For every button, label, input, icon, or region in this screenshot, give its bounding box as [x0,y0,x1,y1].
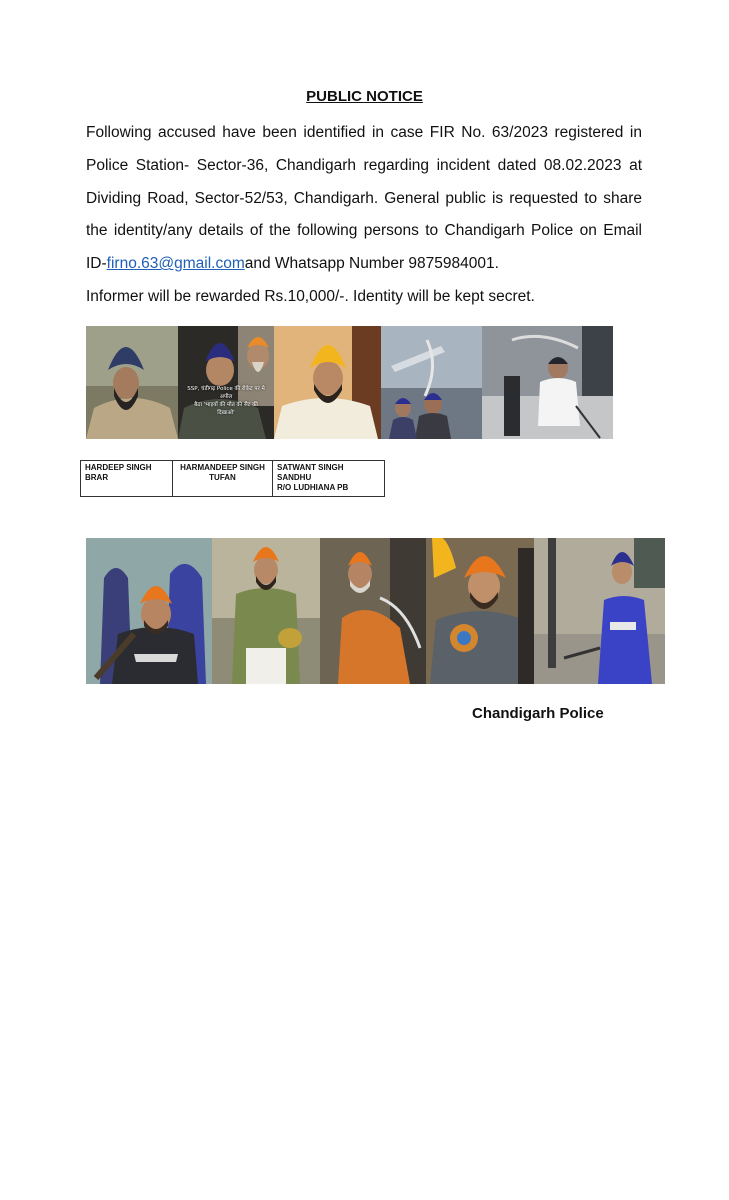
notice-text-part2: and Whatsapp Number 9875984001. [244,255,499,273]
accused-photo-2 [178,326,274,439]
accused-names-table [80,460,385,497]
accused-photo-7 [212,538,320,684]
notice-title: PUBLIC NOTICE [306,88,423,105]
accused-name-3-line1: SATWANT SINGH [277,463,344,472]
accused-name-2-line2: TUFAN [209,473,236,482]
accused-name-1-line1: HARDEEP SINGH [85,463,152,472]
accused-photo-6 [86,538,212,684]
photo-caption [186,385,266,417]
photo-caption-line2: बैठा 'भाइयों की मौत की सैट की दिखाओ' [194,402,258,416]
accused-photo-8 [320,538,426,684]
notice-text-part1: Following accused have been identified in case FIR No. 63/2023 registered in Police Station- Sector-36, Chandigarh regarding incident dated 08.02.2023 at Dividing Road, Sector-52/53, Chandigarh. General public is requested to share the identity/any details of the following persons to Chandigarh Police on Email ID- [86,124,642,273]
accused-photo-10 [534,538,665,684]
accused-name-3 [273,461,384,496]
accused-photo-strip-2 [86,538,665,684]
signature: Chandigarh Police [472,705,604,722]
accused-photo-9 [426,538,534,684]
accused-photo-5 [482,326,613,439]
notice-body [86,117,642,314]
accused-name-3-line3: R/O LUDHIANA PB [277,483,349,492]
email-link[interactable]: firno.63@gmail.com [106,255,245,273]
accused-name-3-line2: SANDHU [277,473,312,482]
accused-name-2-line1: HARMANDEEP SINGH [180,463,265,472]
notice-text-reward: Informer will be rewarded Rs.10,000/-. Identity will be kept secret. [86,287,535,305]
accused-name-1-line2: BRAR [85,473,109,482]
accused-photo-strip-1 [86,326,613,439]
accused-photo-4 [381,326,482,439]
photo-caption-line1: SSP, चंडीगढ़ Police की रोकेट पर मे अपील [187,386,265,400]
accused-photo-3 [274,326,381,439]
accused-name-1 [81,461,173,496]
accused-name-2 [173,461,273,496]
accused-photo-1 [86,326,178,439]
